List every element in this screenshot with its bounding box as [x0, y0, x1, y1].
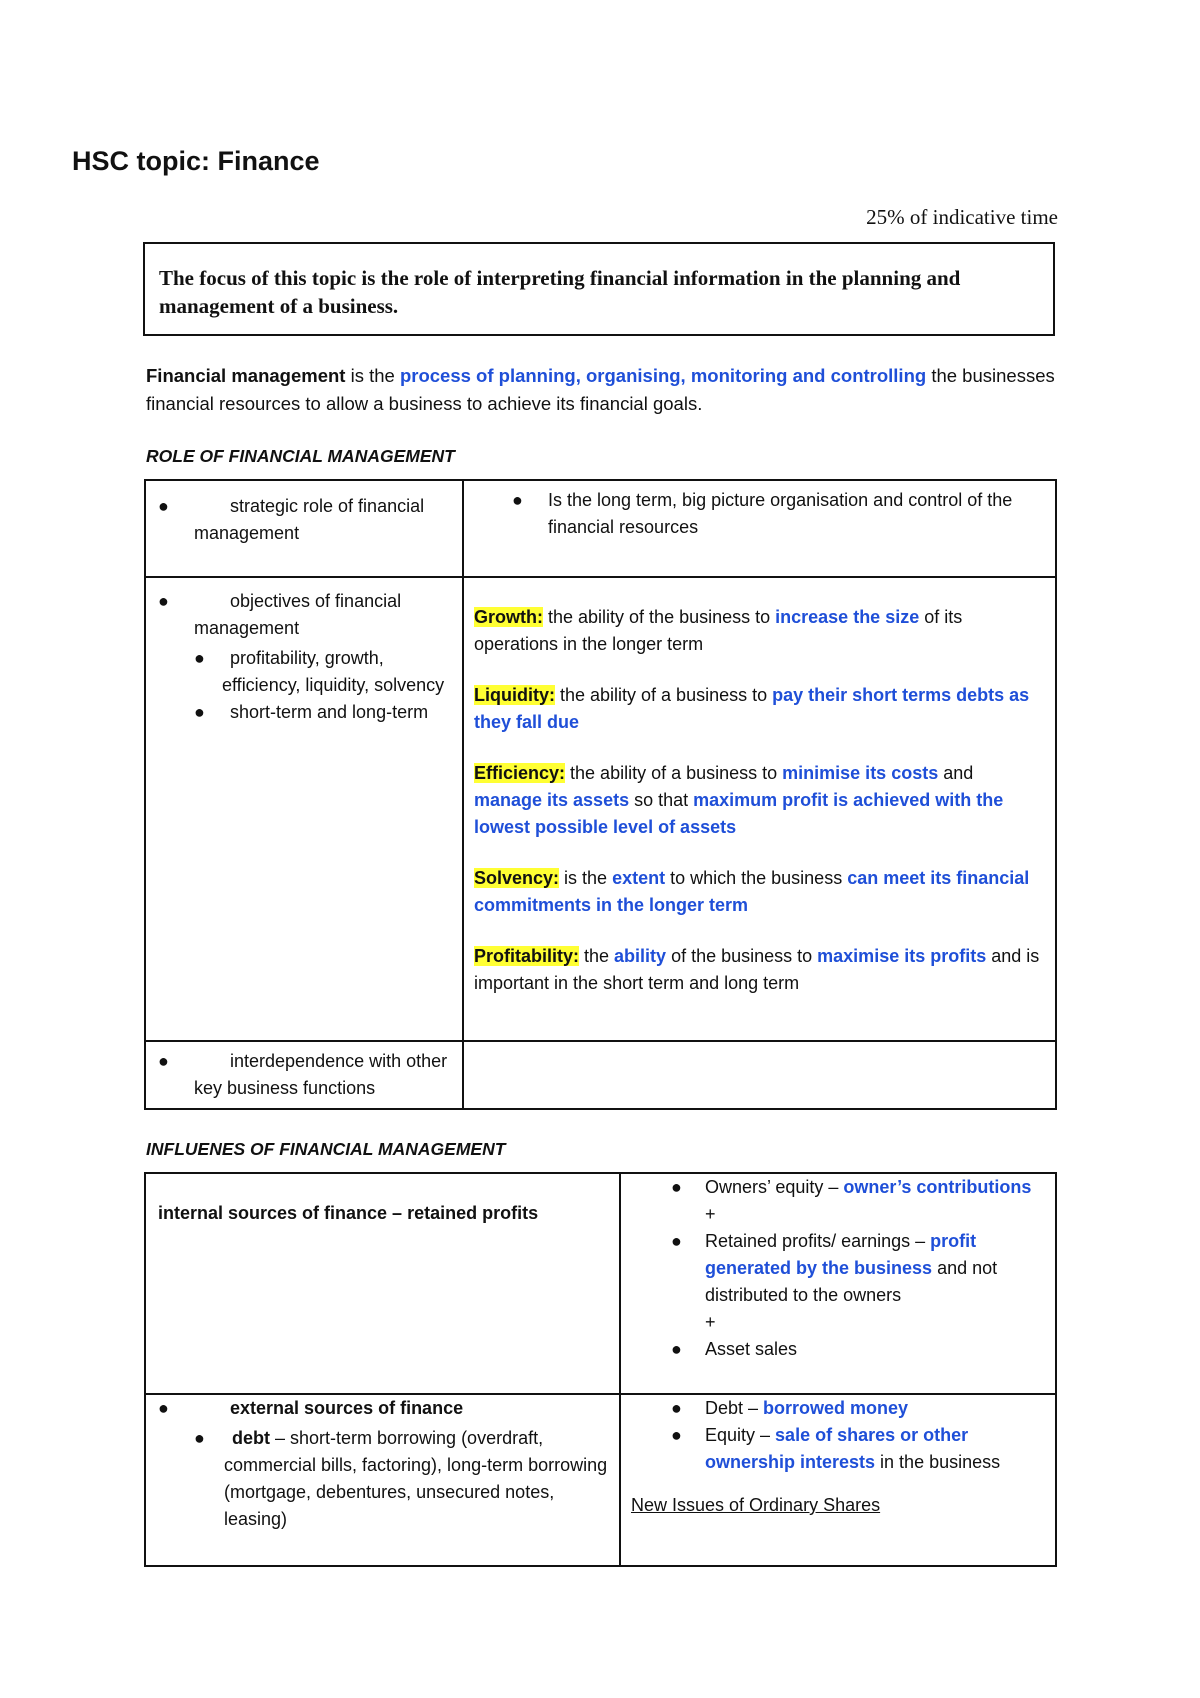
bullet-icon: ●	[671, 1339, 682, 1359]
intro-term: Financial management	[146, 365, 346, 386]
bullet-icon: ●	[194, 648, 205, 668]
focus-box	[143, 242, 1055, 336]
plus-sign: +	[705, 1204, 716, 1224]
indicative-time: 25% of indicative time	[866, 205, 1058, 229]
role-row-interdependence	[145, 1041, 1056, 1109]
external-cell-right: ● Debt – borrowed money ● Equity – sale of shares or other ownership interests in the business New Issues of Ordinary Shares	[620, 1394, 1056, 1566]
def-growth: Growth: the ability of the business to increase the size of its operations in the longer term	[474, 607, 963, 654]
bullet-icon: ●	[194, 1428, 205, 1448]
bullet-icon: ●	[194, 702, 205, 722]
role-cell-left	[145, 480, 463, 577]
internal-cell-right: ● Owners’ equity – owner’s contributions + ● Retained profits/ earnings – profit generated by the business and not distributed to the owners + ● Asset sales	[620, 1173, 1056, 1394]
role-row-objectives	[145, 577, 1056, 1041]
role-table	[144, 479, 1057, 1110]
def-liquidity: Liquidity: the ability of a business to pay their short terms debts as they fall due	[474, 685, 1030, 732]
influences-heading: INFLUENES OF FINANCIAL MANAGEMENT	[146, 1139, 506, 1159]
focus-text: The focus of this topic is the role of interpreting financial information in the planning and management of a business.	[159, 266, 961, 318]
strategic-label: strategic role of financial management	[194, 496, 425, 543]
influences-row-internal	[145, 1173, 1056, 1394]
bullet-icon: ●	[512, 490, 523, 510]
external-label: external sources of finance	[230, 1398, 464, 1418]
bullet-icon: ●	[671, 1177, 682, 1197]
influences-row-external	[145, 1394, 1056, 1566]
plus-sign: +	[705, 1312, 716, 1332]
bullet-icon: ●	[158, 591, 169, 611]
interdependence-cell-right	[463, 1041, 1056, 1109]
intro-paragraph	[146, 362, 1056, 418]
objectives-cell-left	[145, 577, 463, 1041]
intro-rest: the businesses financial resources to allow a business to achieve its financial goals.	[146, 365, 1055, 414]
role-cell-right	[463, 480, 1056, 577]
internal-label: internal sources of finance – retained profits	[158, 1203, 539, 1223]
bullet-icon: ●	[158, 1051, 169, 1071]
external-cell-left: ● external sources of finance ● debt – short-term borrowing (overdraft, commercial bills, factoring), long-term borrowing (mortgage, debentures, unsecured notes, leasing)	[145, 1394, 620, 1566]
bullet-icon: ●	[158, 496, 169, 516]
def-solvency: Solvency: is the extent to which the business can meet its financial commitments in the longer term	[474, 868, 1030, 915]
role-row-strategic	[145, 480, 1056, 577]
intro-process: process of planning, organising, monitoring and controlling	[399, 365, 927, 386]
interdependence-label: interdependence with other key business functions	[194, 1051, 448, 1098]
influences-table	[144, 1172, 1057, 1567]
internal-cell-left	[145, 1173, 620, 1394]
new-issues-link[interactable]: New Issues of Ordinary Shares	[631, 1495, 881, 1515]
page-title: HSC topic: Finance	[72, 146, 320, 176]
interdependence-cell-left	[145, 1041, 463, 1109]
objectives-cell-right	[463, 577, 1056, 1041]
strategic-desc: Is the long term, big picture organisation and control of the financial resources	[548, 490, 1013, 537]
objectives-label: objectives of financial management	[194, 591, 402, 638]
bullet-icon: ●	[158, 1398, 169, 1418]
objectives-sub1: profitability, growth, efficiency, liquidity, solvency	[222, 648, 445, 695]
objectives-sub2: short-term and long-term	[230, 702, 429, 722]
def-profitability: Profitability: the ability of the business to maximise its profits and is important in the short term and long term	[474, 946, 1040, 993]
intro-is-the: is the	[345, 365, 400, 386]
role-heading: ROLE OF FINANCIAL MANAGEMENT	[146, 446, 455, 466]
bullet-icon: ●	[671, 1425, 682, 1445]
bullet-icon: ●	[671, 1231, 682, 1251]
def-efficiency: Efficiency: the ability of a business to minimise its costs and manage its assets so that maximum profit is achieved with the lowest possible level of assets	[474, 763, 1004, 837]
bullet-icon: ●	[671, 1398, 682, 1418]
